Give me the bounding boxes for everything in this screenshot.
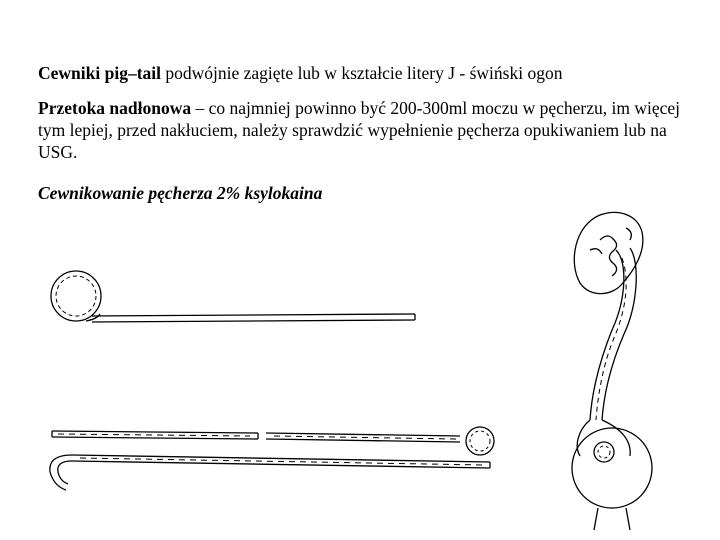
term-pigtail: Cewniki pig–tail	[38, 63, 162, 83]
pigtail-catheter-illustration	[51, 271, 415, 322]
j-catheter-illustration	[50, 427, 494, 490]
paragraph-bladder-catheterization: Cewnikowanie pęcherza 2% ksylokaina	[38, 183, 323, 203]
suprapubic-description: – co najmniej powinno być 200-300ml moczu w pęcherzu, im więcej tym lepiej, przed nakłuciem, należy sprawdzić wypełnienie pęcherza opukiwaniem lub na USG.	[38, 98, 681, 162]
term-suprapubic: Przetoka nadłonowa	[38, 98, 192, 118]
kidney-ureter-bladder-illustration	[572, 212, 652, 530]
pigtail-description: podwójnie zagięte lub w kształcie litery J - świński ogon	[161, 63, 563, 83]
